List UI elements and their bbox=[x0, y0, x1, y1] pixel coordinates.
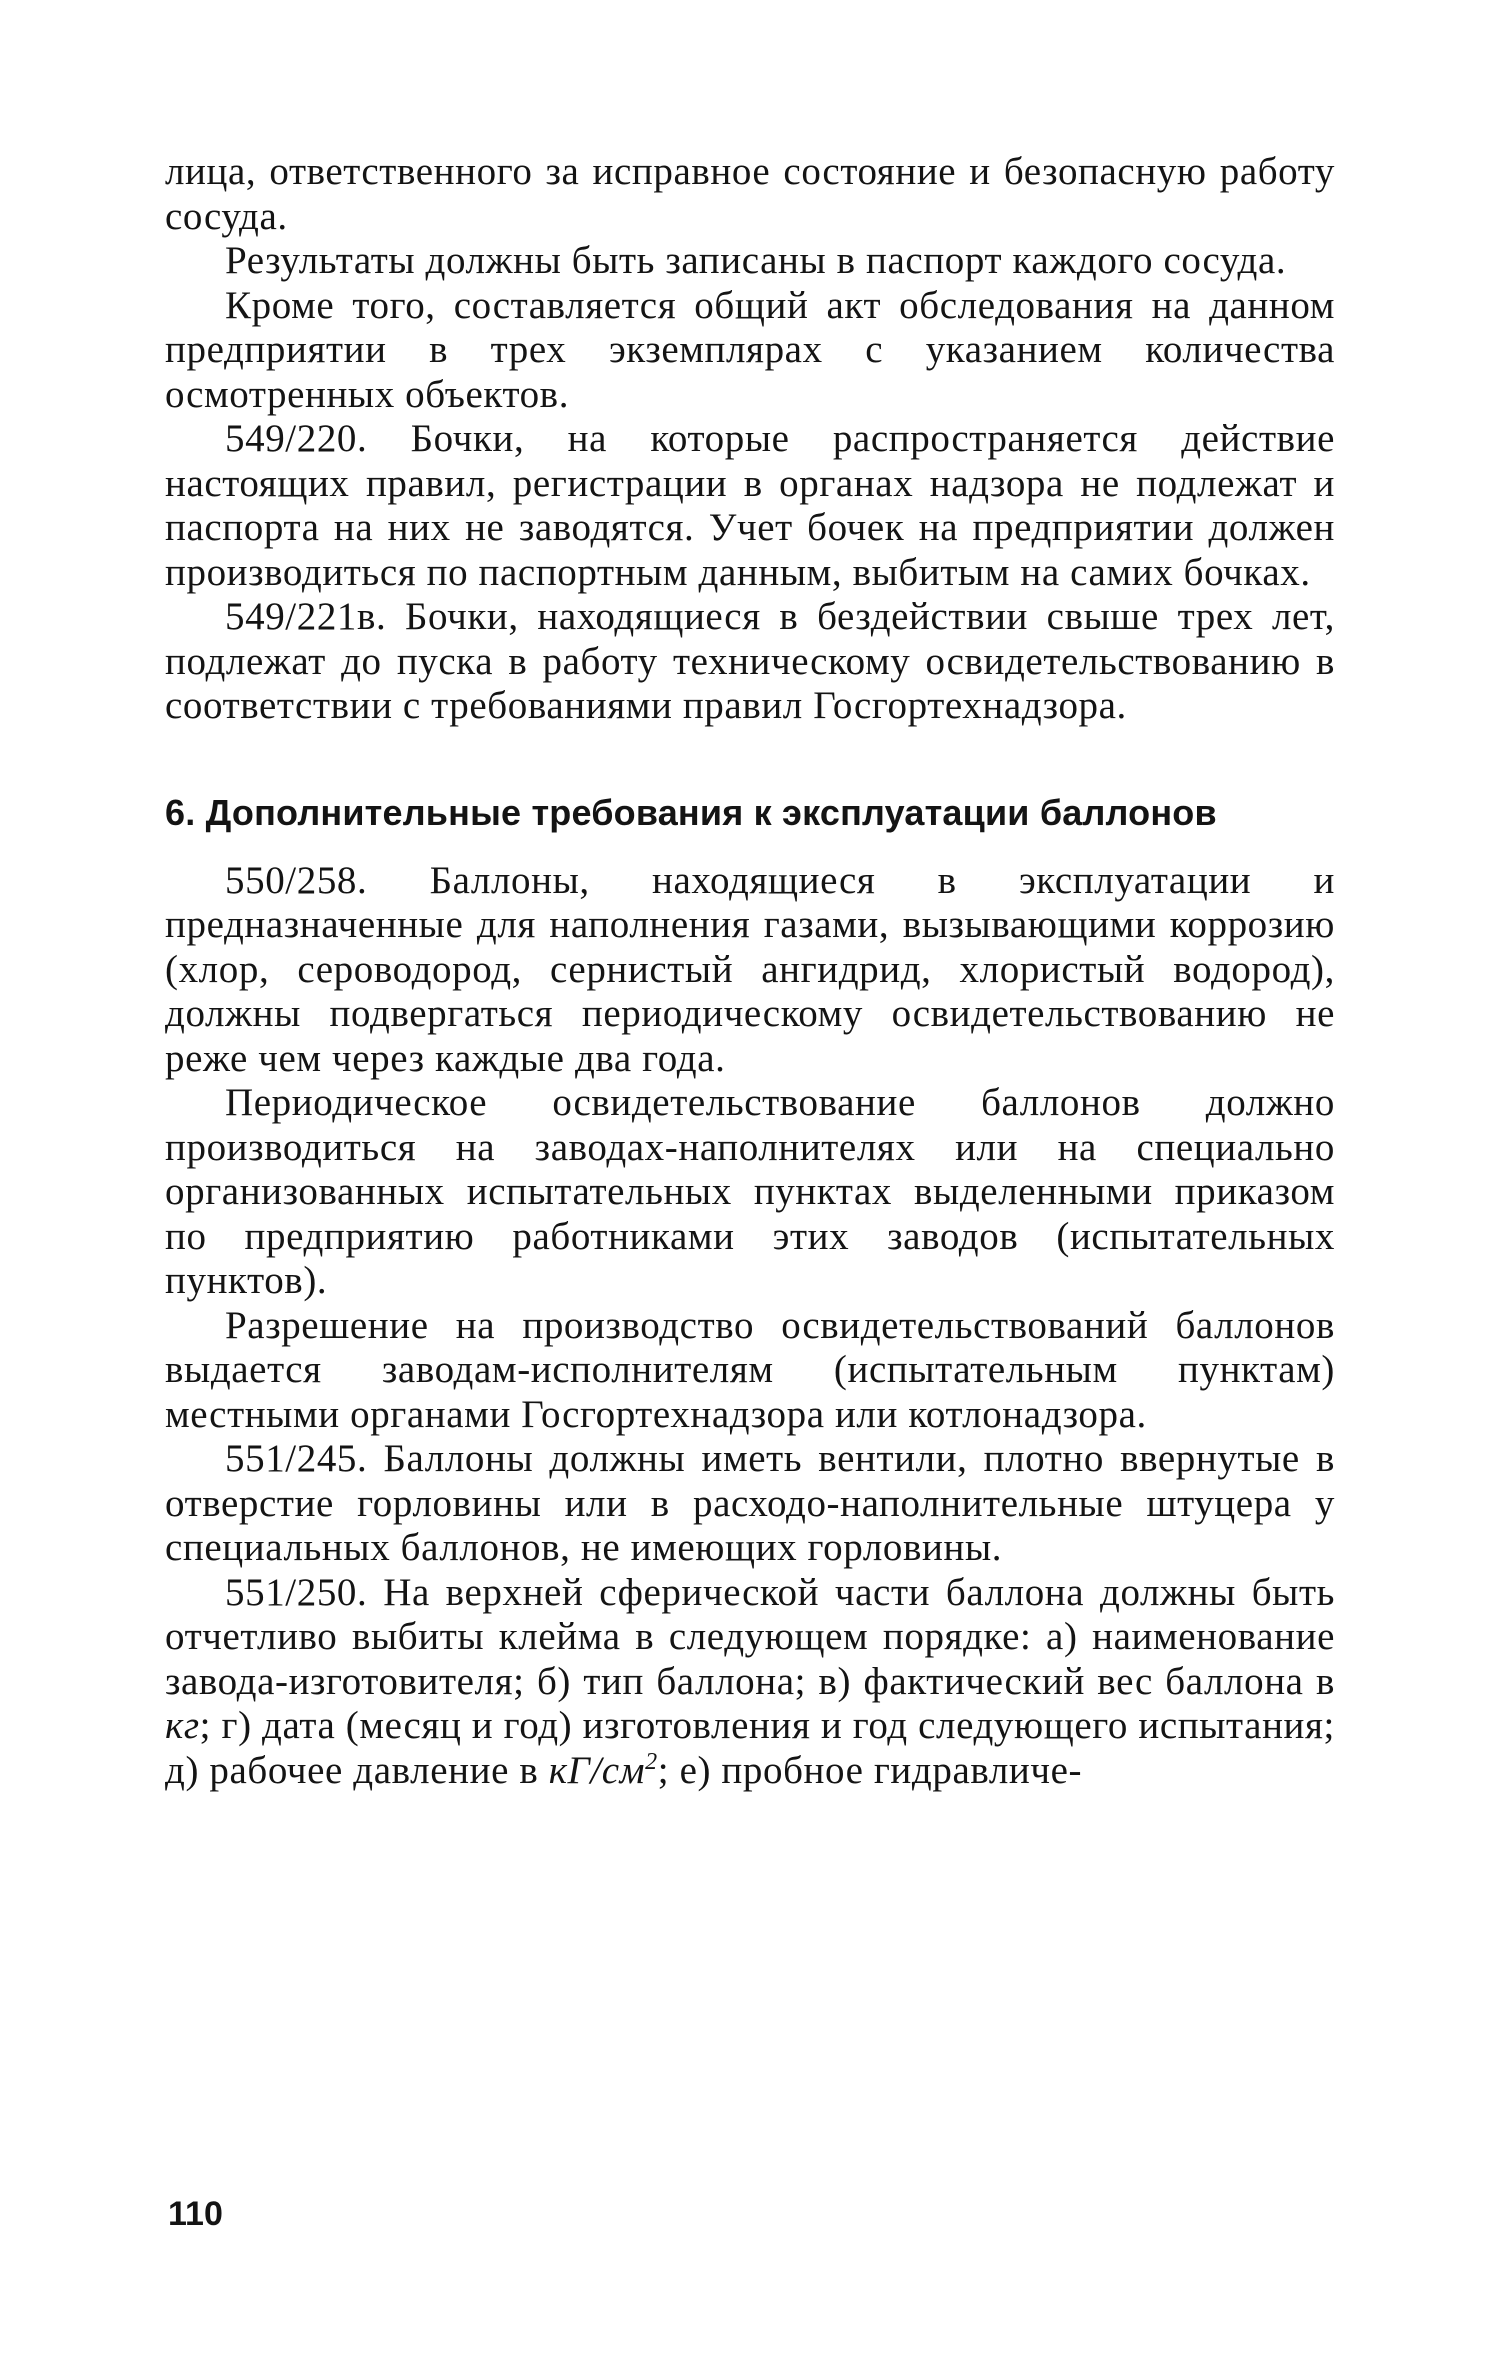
page-number: 110 bbox=[168, 2195, 223, 2233]
section-heading: 6. Дополнительные требования к эксплуатации баллонов bbox=[165, 791, 1217, 833]
paragraph-551-245: 551/245. Баллоны должны иметь вентили, плотно ввернутые в отверстие горловины или в расходо-наполнительные штуцера у специальных баллонов, не имеющих горловины. bbox=[165, 1437, 1335, 1569]
paragraph-549-220: 549/220. Бочки, на которые распространяется действие настоящих правил, регистрации в органах надзора не подлежат и паспорта на них не заводятся. Учет бочек на предприятии должен производиться по паспортным данным, выбитым на самих бочках. bbox=[165, 417, 1335, 594]
unit-kg: кг bbox=[165, 1704, 200, 1747]
paragraph-550-258: 550/258. Баллоны, находящиеся в эксплуатации и предназначенные для наполнения газами, вызывающими коррозию (хлор, сероводород, сернистый ангидрид, хлористый водород), должны подвергаться периодическому освидетельствованию не реже чем через каждые два года. bbox=[165, 858, 1335, 1080]
paragraph-551-250-part2: ; г) дата (месяц и год) изготовления и год следующего испытания; д) рабочее давление в bbox=[165, 1704, 1335, 1792]
unit-pressure-base: кГ/см bbox=[548, 1748, 646, 1792]
paragraph-results: Результаты должны быть записаны в паспорт каждого сосуда. bbox=[225, 239, 1287, 282]
paragraph-551-250 bbox=[165, 1571, 1335, 1794]
paragraph-general-act: Кроме того, составляется общий акт обследования на данном предприятии в трех экземплярах с указанием количества осмотренных объектов. bbox=[165, 283, 1335, 416]
paragraph-549-221: 549/221в. Бочки, находящиеся в бездействии свыше трех лет, подлежат до пуска в работу техническому освидетельствованию в соответствии с требованиями правил Госгортехнадзора. bbox=[165, 595, 1335, 727]
unit-pressure bbox=[549, 1749, 658, 1792]
paragraph-permission: Разрешение на производство освидетельствований баллонов выдается заводам-исполнителям (испытательным пунктам) местными органами Госгортехнадзора или котлонадзора. bbox=[165, 1303, 1335, 1436]
paragraph-periodic-inspection: Периодическое освидетельствование баллонов должно производиться на заводах-наполнителях или на специально организованных испытательных пунктах выделенными приказом по предприятию работниками этих заводов (испытательных пунктов). bbox=[165, 1081, 1335, 1302]
paragraph-551-250-part3: ; е) пробное гидравличе- bbox=[657, 1748, 1083, 1792]
page-body bbox=[165, 150, 1335, 1793]
paragraph-551-250-part1: 551/250. На верхней сферической части баллона должны быть отчетливо выбиты клейма в следующем порядке: а) наименование завода-изготовителя; б) тип баллона; в) фактический вес баллона в bbox=[165, 1570, 1335, 1703]
paragraph-continuation: лица, ответственного за исправное состояние и безопасную работу сосуда. bbox=[165, 150, 1335, 238]
unit-pressure-exponent: 2 bbox=[645, 1748, 658, 1775]
